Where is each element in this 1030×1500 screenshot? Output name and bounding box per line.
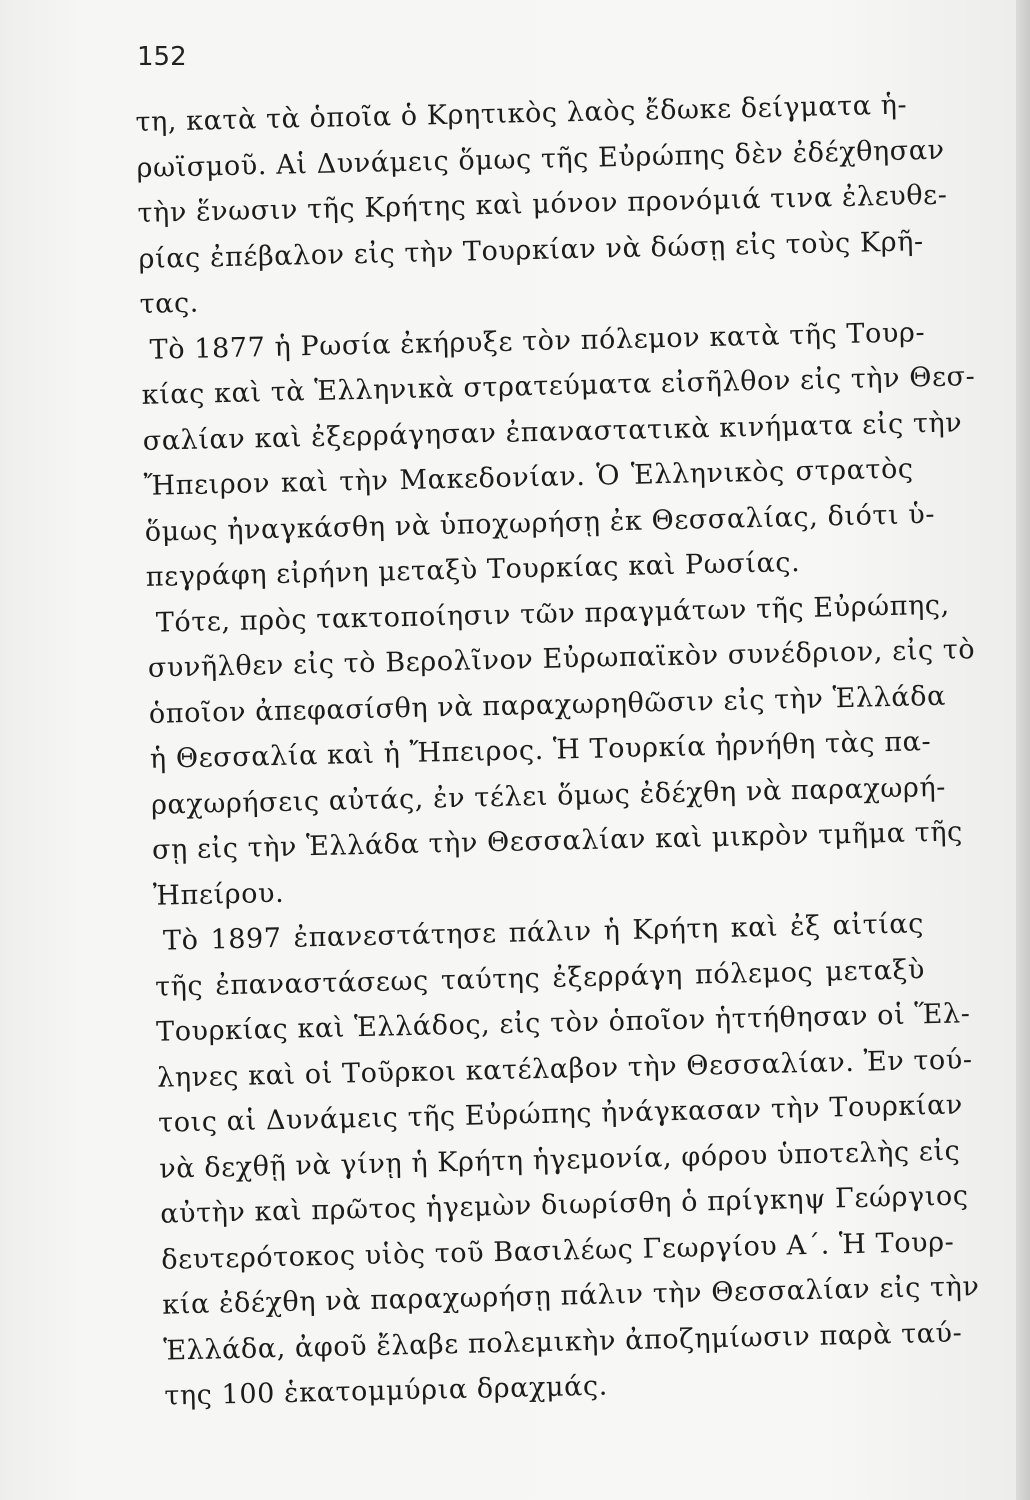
- text-line: τῆς ἐπαναστάσεως ταύτης ἐξερράγη πόλεμος μεταξὺ: [154, 953, 926, 1003]
- text-line: ὁποῖον ἀπεφασίσθη νὰ παραχωρηθῶσιν εἰς τὴν Ἑλλάδα: [148, 680, 947, 730]
- text-line: τη, κατὰ τὰ ὁποῖα ὁ Κρητικὸς λαὸς ἔδωκε δείγματα ἡ-: [135, 89, 908, 138]
- text-line: σῃ εἰς τὴν Ἑλλάδα τὴν Θεσσαλίαν καὶ μικρὸν τμῆμα τῆς: [151, 816, 964, 866]
- text-line: κία ἐδέχθη νὰ παραχωρήσῃ πάλιν τὴν Θεσσαλίαν εἰς τὴν: [161, 1271, 980, 1321]
- text-line: τοις αἱ Δυνάμεις τῆς Εὐρώπης ἠνάγκασαν τὴν Τουρκίαν: [157, 1089, 964, 1139]
- text-line: νὰ δεχθῇ νὰ γίνῃ ἡ Κρήτη ἡγεμονία, φόρου ὑποτελὴς εἰς: [158, 1135, 961, 1185]
- text-line: ραχωρήσεις αὐτάς, ἐν τέλει ὅμως ἐδέχθη νὰ παραχωρή-: [150, 771, 947, 821]
- page-edge: [1016, 0, 1030, 1500]
- text-line: ἡ Θεσσαλία καὶ ἡ Ἤπειρος. Ἡ Τουρκία ἠρνήθη τὰς πα-: [149, 726, 932, 775]
- text-line: Ἑλλάδα, ἀφοῦ ἔλαβε πολεμικὴν ἀποζημίωσιν παρὰ ταύ-: [163, 1317, 963, 1367]
- text-line: ληνες καὶ οἱ Τοῦρκοι κατέλαβον τὴν Θεσσαλίαν. Ἐν τού-: [156, 1043, 973, 1094]
- text-line: δευτερότοκος υἱὸς τοῦ Βασιλέως Γεωργίου Α΄. Ἡ Τουρ-: [160, 1226, 955, 1276]
- text-line: Τότε, πρὸς τακτοποίησιν τῶν πραγμάτων τῆς Εὐρώπης,: [155, 589, 951, 639]
- body-text: [135, 83, 980, 1420]
- text-line: ὅμως ἠναγκάσθη νὰ ὑποχωρήσῃ ἐκ Θεσσαλίας, διότι ὑ-: [144, 498, 936, 548]
- text-line: αὐτὴν καὶ πρῶτος ἡγεμὼν διωρίσθη ὁ πρίγκηψ Γεώργιος: [159, 1180, 969, 1230]
- text-line: συνῆλθεν εἰς τὸ Βερολῖνον Εὐρωπαϊκὸν συνέδριον, εἰς τὸ: [147, 634, 976, 684]
- text-line: της 100 ἑκατομμύρια δραχμάς.: [164, 1370, 609, 1412]
- text-line: Τὸ 1877 ἡ Ρωσία ἐκήρυξε τὸν πόλεμον κατὰ τῆς Τουρ-: [149, 316, 926, 366]
- text-line: κίας καὶ τὰ Ἑλληνικὰ στρατεύματα εἰσῆλθον εἰς τὴν Θεσ-: [141, 361, 976, 411]
- text-line: τὴν ἕνωσιν τῆς Κρήτης καὶ μόνον προνόμιά τινα ἐλευθε-: [137, 179, 948, 229]
- text-line: ρωϊσμοῦ. Αἱ Δυνάμεις ὅμως τῆς Εὐρώπης δὲν ἐδέχθησαν: [136, 134, 945, 184]
- text-line: σαλίαν καὶ ἐξερράγησαν ἐπαναστατικὰ κινήματα εἰς τὴν: [142, 406, 963, 457]
- text-line: τας.: [139, 287, 200, 320]
- text-line: Ἤπειρον καὶ τὴν Μακεδονίαν. Ὁ Ἑλληνικὸς στρατὸς: [143, 453, 914, 502]
- page-number: 152: [137, 42, 187, 72]
- text-line: Τουρκίας καὶ Ἑλλάδος, εἰς τὸν ὁποῖον ἡττήθησαν οἱ Ἕλ-: [155, 998, 971, 1048]
- text-line: ρίας ἐπέβαλον εἰς τὴν Τουρκίαν νὰ δώσῃ εἰς τοὺς Κρῆ-: [138, 225, 925, 275]
- text-line: πεγράφη εἰρήνη μεταξὺ Τουρκίας καὶ Ρωσίας.: [145, 547, 801, 593]
- text-line: Ἠπείρου.: [152, 877, 285, 912]
- text-line: Τὸ 1897 ἐπανεστάτησε πάλιν ἡ Κρήτη καὶ ἐξ αἰτίας: [162, 908, 925, 957]
